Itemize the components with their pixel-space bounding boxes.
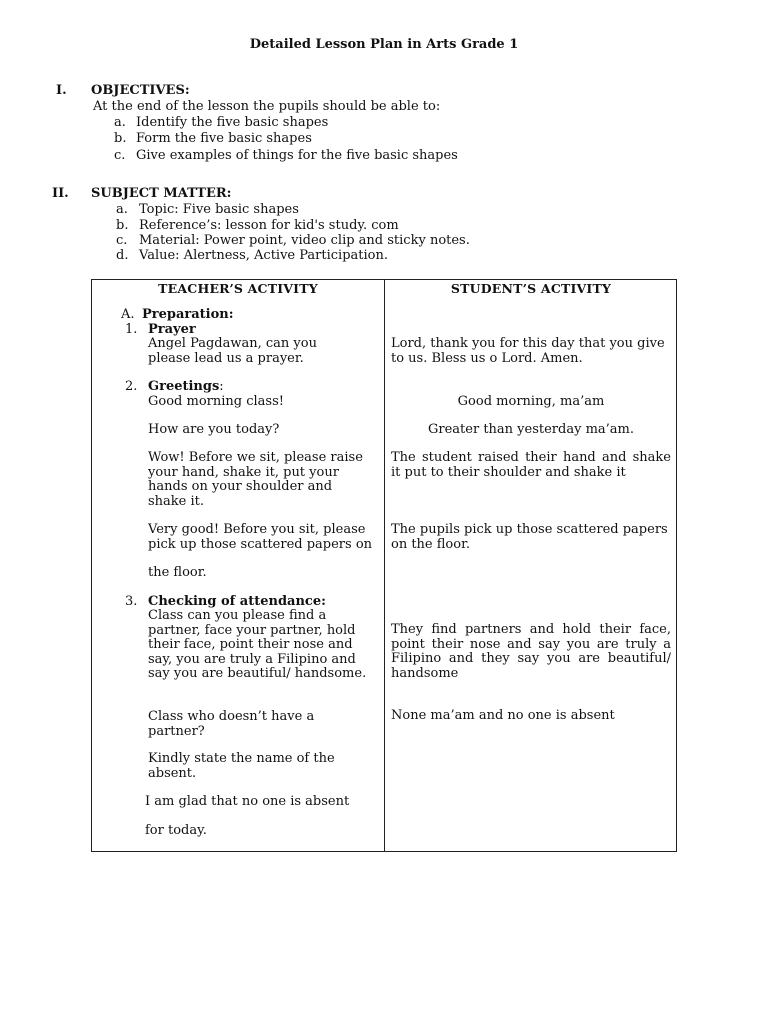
objectives-numeral: I. [56,83,67,98]
teacher-greeting-4-end: the floor. [148,565,207,580]
subject-matter-heading: SUBJECT MATTER: [91,186,232,201]
objective-item: Form the five basic shapes [136,131,312,146]
document-title: Detailed Lesson Plan in Arts Grade 1 [249,37,519,52]
prayer-title: Prayer [148,322,196,337]
subject-letter: b. [116,218,129,233]
teacher-activity-header: TEACHER’S ACTIVITY [158,281,318,296]
objective-letter: a. [114,115,126,130]
subject-letter: a. [116,202,128,217]
objective-letter: c. [114,148,126,163]
teacher-greeting-4: Very good! Before you sit, please pick up those scattered papers on [148,522,373,552]
teacher-attendance-5: for today. [145,823,207,838]
objective-item: Give examples of things for the five basic shapes [136,148,458,163]
student-prayer: Lord, thank you for this day that you give to us. Bless us o Lord. Amen. [391,336,665,366]
greetings-title: Greetings [148,379,220,394]
attendance-title: Checking of attendance: [148,594,326,609]
subject-letter: d. [116,248,129,263]
student-greeting-3: The student raised their hand and shake it put to their shoulder and shake it [391,450,671,480]
teacher-attendance-1: Class can you please find a partner, face your partner, hold their face, point their nose and say, you are truly a Filipino and say you are beautiful/ handsome. [148,608,367,681]
teacher-attendance-4: I am glad that no one is absent [145,794,350,809]
subject-item: Topic: Five basic shapes [139,202,299,217]
objective-letter: b. [114,131,127,146]
subject-item: Value: Alertness, Active Participation. [139,248,388,263]
objective-item: Identify the five basic shapes [136,115,329,130]
teacher-greeting-3: Wow! Before we sit, please raise your hand, shake it, put your hands on your shoulder and shake it. [148,450,363,509]
section-letter: A. [121,307,135,322]
attendance-number: 3. [125,594,138,609]
objectives-heading: OBJECTIVES: [91,83,190,98]
student-activity-header: STUDENT’S ACTIVITY [450,281,612,296]
teacher-prayer-text: Angel Pagdawan, can you please lead us a prayer. [148,336,317,366]
activity-table [91,279,677,852]
subject-letter: c. [116,233,128,248]
student-greeting-1: Good morning, ma’am [457,394,605,409]
greetings-colon: : [219,379,224,394]
prayer-number: 1. [125,322,138,337]
student-attendance-2: None ma’am and no one is absent [391,708,615,723]
student-attendance-1: They find partners and hold their face, point their nose and say you are truly a Filipino and they say you are beautiful/ handsome [391,622,671,681]
greetings-number: 2. [125,379,138,394]
section-title: Preparation: [142,307,234,322]
teacher-attendance-2: Class who doesn’t have a partner? [148,709,315,739]
subject-item: Material: Power point, video clip and sticky notes. [139,233,470,248]
student-greeting-4: The pupils pick up those scattered papers on the floor. [391,522,668,552]
teacher-greeting-2: How are you today? [148,422,280,437]
subject-item: Reference’s: lesson for kid's study. com [139,218,399,233]
objectives-intro: At the end of the lesson the pupils should be able to: [93,99,441,114]
student-greeting-2: Greater than yesterday ma’am. [428,422,634,437]
teacher-attendance-3: Kindly state the name of the absent. [148,751,335,781]
subject-matter-numeral: II. [52,186,69,201]
column-divider [384,280,385,851]
teacher-greeting-1: Good morning class! [148,394,284,409]
greetings-heading [148,380,224,395]
